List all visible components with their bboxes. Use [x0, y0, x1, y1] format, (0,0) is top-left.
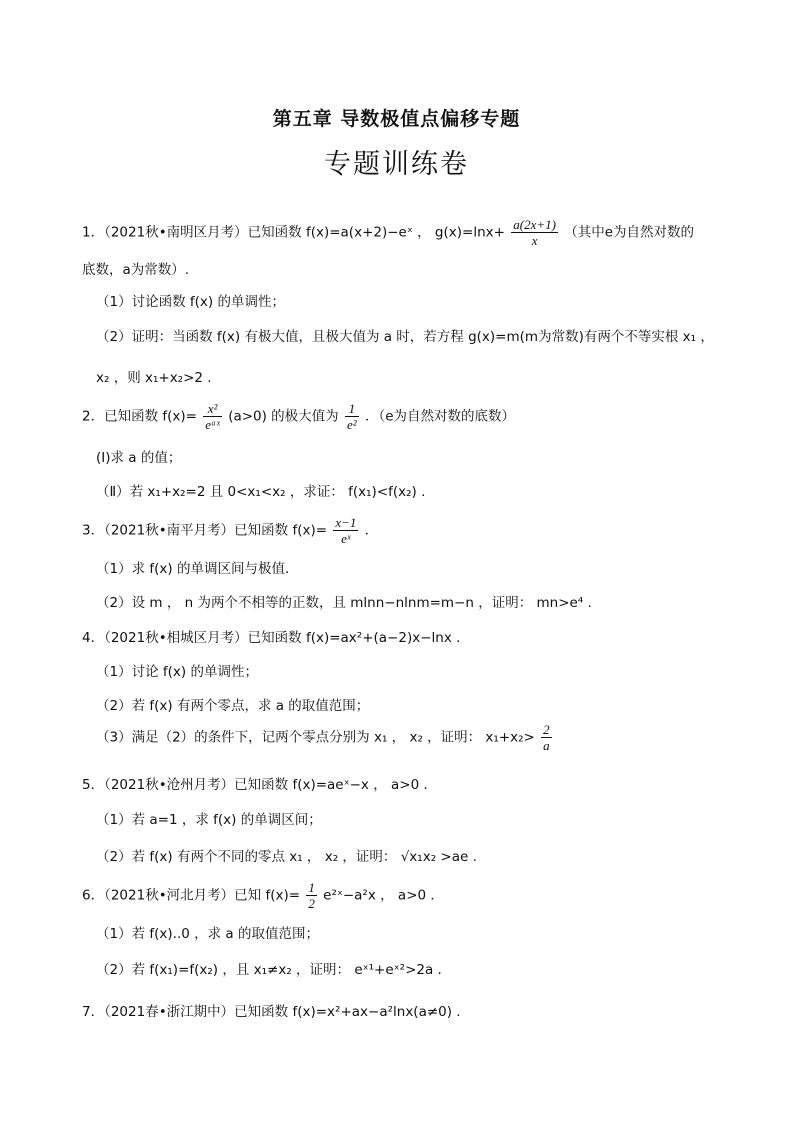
- problem-4-stem: 4．（2021秋•相城区月考）已知函数 f(x)=ax²+(a−2)x−lnx ．: [82, 630, 470, 646]
- problem-5-stem: 5．（2021秋•沧州月考）已知函数 f(x)=aeˣ−x ， a>0 ．: [82, 777, 437, 793]
- problem-4-part-2: （2）若 f(x) 有两个零点，求 a 的取值范围；: [96, 698, 370, 714]
- problem-1-part-2-cont: x₂ ，则 x₁+x₂>2 .: [96, 370, 212, 386]
- problem-6-part-2: （2）若 f(x₁)=f(x₂) ，且 x₁≠x₂ ，证明： eˣ¹+eˣ²>2a .: [96, 962, 442, 978]
- problem-3-stem: 3．（2021秋•南平月考）已知函数 f(x)= $\frac{x-1}{\text{eˣ}}$ ．: [82, 515, 379, 546]
- problem-1-part-1: （1）讨论函数 f(x) 的单调性；: [96, 294, 285, 310]
- problem-1-stem: 1．（2021秋•南明区月考）已知函数 f(x)=a(x+2)−eˣ ， g(x)=lnx+ $\frac{a(2x+1)}{x}$ （其中e为自然对数的: [82, 217, 695, 248]
- problem-2-stem: 2．已知函数 f(x)= $\frac{\text{x²}}{\text{eᵃˣ}}$ (a>0) 的极大值为 $\frac{1}{\text{e²}}$ ．（e为自然对数的底数）: [82, 401, 516, 432]
- problem-5-part-2: （2）若 f(x) 有两个不同的零点 x₁ ， x₂ ，证明： √x₁x₂ >ae .: [96, 849, 477, 865]
- problem-2-fraction-max: $\frac{1}{\text{e²}}$: [346, 401, 357, 432]
- problem-5-part-1: （1）若 a=1 ，求 f(x) 的单调区间；: [96, 812, 322, 828]
- problem-1-part-2: （2）证明：当函数 f(x) 有极大值，且极大值为 a 时，若方程 g(x)=m(m为常数)有两个不等实根 x₁ ，: [96, 329, 714, 345]
- problem-2-part-1: (I)求 a 的值；: [96, 450, 182, 466]
- problem-4-fraction: $\frac{2}{a}$: [543, 722, 550, 753]
- problem-6-stem: 6．（2021秋•河北月考）已知 f(x)= $\frac{1}{2}$ e²ˣ−a²x ， a>0 ．: [82, 880, 444, 911]
- problem-1-fraction: $\frac{a(2x+1)}{x}$: [513, 217, 556, 248]
- problem-7-stem: 7．（2021春•浙江期中）已知函数 f(x)=x²+ax−a²lnx(a≠0) .: [82, 1004, 461, 1020]
- document-subtitle: 专题训练卷: [324, 149, 469, 180]
- problem-6-part-1: （1）若 f(x)..0 ，求 a 的取值范围；: [96, 926, 319, 942]
- problem-4-part-3: （3）满足（2）的条件下，记两个零点分别为 x₁ ， x₂ ，证明： x₁+x₂> $\frac{2}{a}$: [96, 722, 550, 753]
- problem-6-fraction: $\frac{1}{2}$: [308, 880, 315, 911]
- problem-3-part-2: （2）设 m ， n 为两个不相等的正数，且 mlnn−nlnm=m−n ，证明： mn>e⁴ .: [96, 595, 592, 611]
- problem-3-fraction: $\frac{x-1}{\text{eˣ}}$: [335, 515, 357, 546]
- chapter-title: 第五章 导数极值点偏移专题: [272, 108, 521, 130]
- problem-4-part-1: （1）讨论 f(x) 的单调性；: [96, 664, 258, 680]
- problem-3-part-1: （1）求 f(x) 的单调区间与极值．: [96, 561, 299, 577]
- problem-2-part-2: （Ⅱ）若 x₁+x₂=2 且 0<x₁<x₂ ，求证： f(x₁)<f(x₂) .: [96, 484, 426, 500]
- problem-1-stem-cont: 底数，a为常数）.: [82, 262, 190, 278]
- problem-2-fraction-function: $\frac{\text{x²}}{\text{eᵃˣ}}$: [205, 401, 220, 432]
